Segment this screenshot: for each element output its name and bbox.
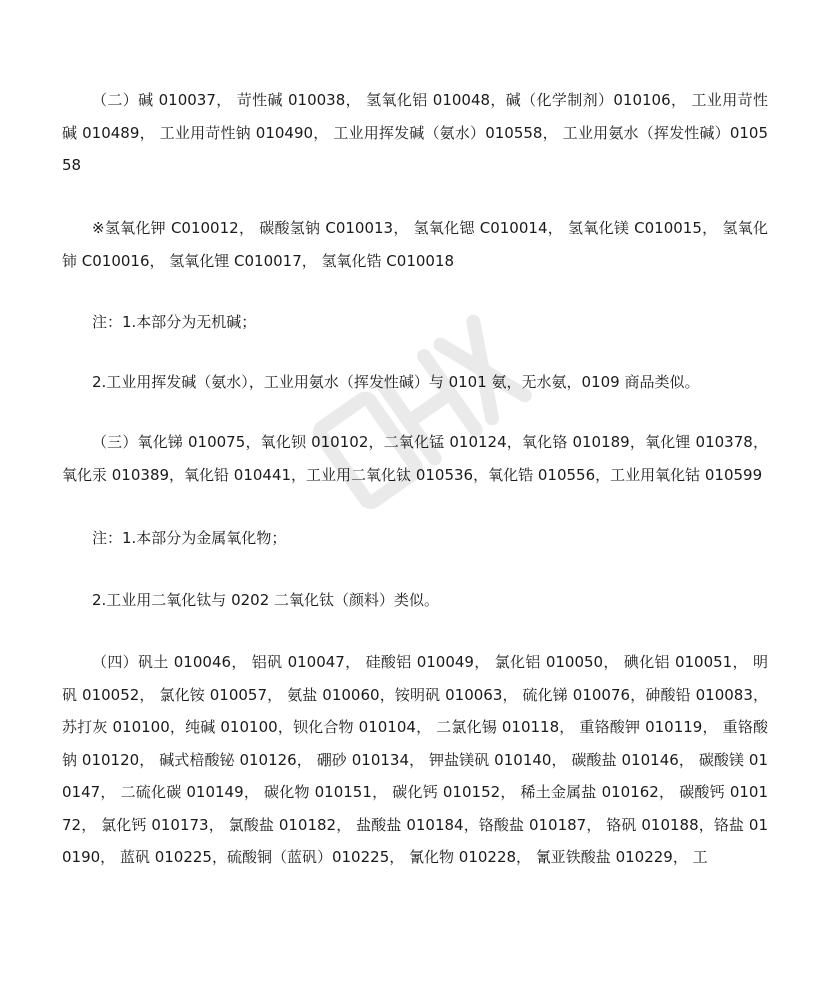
paragraph-oxides: （三）氧化锑 010075，氧化钡 010102，二氧化锰 010124，氧化铬 010189，氧化锂 010378，氧化汞 010389，氧化铅 010441，工业用二氧化钛 010536，氧化锆 010556，工业用氧化钴 010599 (62, 433, 768, 484)
paragraph-note-ammonia: 2.工业用挥发碱（氨水），工业用氨水（挥发性碱）与 0101 氨，无水氨，0109 商品类似。 (92, 373, 700, 391)
paragraph-note-titanium: 2.工业用二氧化钛与 0202 二氧化钛（颜料）类似。 (92, 591, 440, 609)
paragraph-note-inorganic-base: 注：1.本部分为无机碱； (92, 313, 257, 331)
paragraph-bases: （二）碱 010037， 苛性碱 010038， 氢氧化铝 010048，碱（化学制剂）010106， 工业用苛性碱 010489， 工业用苛性钠 010490， 工业用挥发碱（氨水）010558， 工业用氨水（挥发性碱）010558 (62, 91, 768, 174)
paragraph-hydroxides: ※氢氧化钾 C010012， 碳酸氢钠 C010013， 氢氧化锶 C010014， 氢氧化镁 C010015， 氢氧化铈 C010016， 氢氧化锂 C010017， 氢氧化锆 C010018 (62, 219, 768, 270)
paragraph-note-metal-oxide: 注：1.本部分为金属氧化物； (92, 529, 287, 547)
paragraph-salts: （四）矾土 010046， 铝矾 010047， 硅酸铝 010049， 氯化铝 010050， 碘化铝 010051， 明矾 010052， 氯化铵 010057， 氨盐 010060，铵明矾 010063， 硫化锑 010076，砷酸铅 010083，苏打灰 010100，纯碱 010100，钡化合物 010104， 二氯化锡 010118， 重铬酸钾 010119， 重铬酸钠 010120， 碱式棓酸铋 010126， 硼砂 010134， 钾盐镁矾 010140， 碳酸盐 010146， 碳酸镁 010147， 二硫化碳 010149， 碳化物 010151， 碳化钙 010152， 稀土金属盐 010162， 碳酸钙 010172， 氯化钙 010173， 氯酸盐 010182， 盐酸盐 010184，铬酸盐 010187， 铬矾 010188，铬盐 010190， 蓝矾 010225，硫酸铜（蓝矾）010225， 氰化物 010228， 氰亚铁酸盐 010229， 工 (62, 653, 768, 866)
